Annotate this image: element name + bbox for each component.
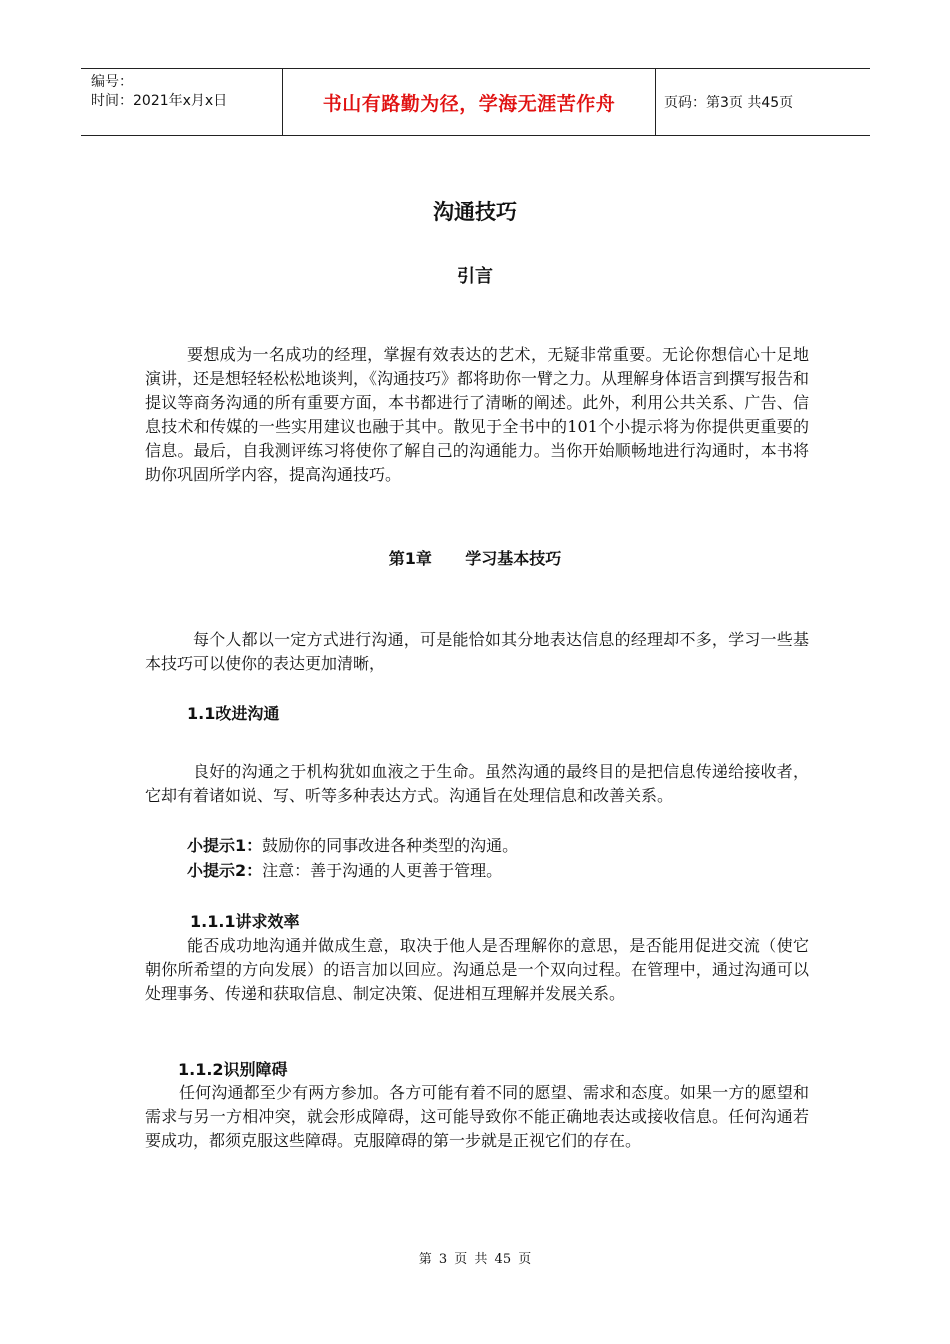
tip-2-label: 小提示2： [187, 861, 263, 880]
section-heading-1-1-2: 1.1.2识别障碍 [178, 1060, 288, 1079]
section-heading-1-1: 1.1改进沟通 [187, 704, 280, 723]
document-title: 沟通技巧 [433, 200, 517, 224]
tip-1-text: 鼓励你的同事改进各种类型的沟通。 [262, 836, 519, 855]
chapter-paragraph: 每个人都以一定方式进行沟通，可是能恰如其分地表达信息的经理却不多，学习一些基本技巧可以使你的表达更加清晰， [145, 630, 809, 673]
number-label: 编号： [91, 74, 133, 90]
page-header [81, 68, 870, 136]
section-subtitle: 引言 [457, 266, 493, 287]
header-motto-cell [282, 69, 656, 135]
motto: 书山有路勤为径，学海无涯苦作舟 [322, 92, 616, 115]
page-label: 页码：第3页 共45页 [664, 95, 794, 111]
section-1-1-paragraph: 良好的沟通之于机构犹如血液之于生命。虽然沟通的最终目的是把信息传递给接收者，它却有着诸如说、写、听等多种表达方式。沟通旨在处理信息和改善关系。 [145, 762, 809, 805]
section-heading-1-1-1: 1.1.1讲求效率 [190, 912, 300, 931]
chapter-heading: 第1章 学习基本技巧 [388, 549, 562, 568]
tip-1 [187, 834, 518, 858]
header-page-cell [656, 69, 870, 135]
tip-2 [187, 859, 502, 883]
intro-paragraph: 要想成为一名成功的经理，掌握有效表达的艺术，无疑非常重要。无论你想信心十足地演讲，还是想轻轻松松地谈判，《沟通技巧》都将助你一臂之力。从理解身体语言到撰写报告和提议等商务沟通的所有重要方面，本书都进行了清晰的阐述。此外，利用公共关系、广告、信息技术和传媒的一些实用建议也融于其中。散见于全书中的101个小提示将为你提供更重要的信息。最后，自我测评练习将使你了解自己的沟通能力。当你开始顺畅地进行沟通时，本书将助你巩固所学内容，提高沟通技巧。 [145, 345, 810, 484]
section-1-1-2-paragraph: 任何沟通都至少有两方参加。各方可能有着不同的愿望、需求和态度。如果一方的愿望和需求与另一方相冲突，就会形成障碍，这可能导致你不能正确地表达或接收信息。任何沟通若要成功，都须克服这些障碍。克服障碍的第一步就是正视它们的存在。 [145, 1083, 809, 1150]
time-label: 时间：2021年x月x日 [91, 93, 228, 109]
tip-2-text: 注意：善于沟通的人更善于管理。 [262, 861, 503, 880]
tip-1-label: 小提示1： [187, 836, 263, 855]
page-footer: 第 3 页 共 45 页 [418, 1252, 532, 1267]
header-meta [81, 69, 282, 135]
section-1-1-1-paragraph: 能否成功地沟通并做成生意，取决于他人是否理解你的意思，是否能用促进交流（使它朝你所希望的方向发展）的语言加以回应。沟通总是一个双向过程。在管理中，通过沟通可以处理事务、传递和获取信息、制定决策、促进相互理解并发展关系。 [145, 936, 809, 1003]
